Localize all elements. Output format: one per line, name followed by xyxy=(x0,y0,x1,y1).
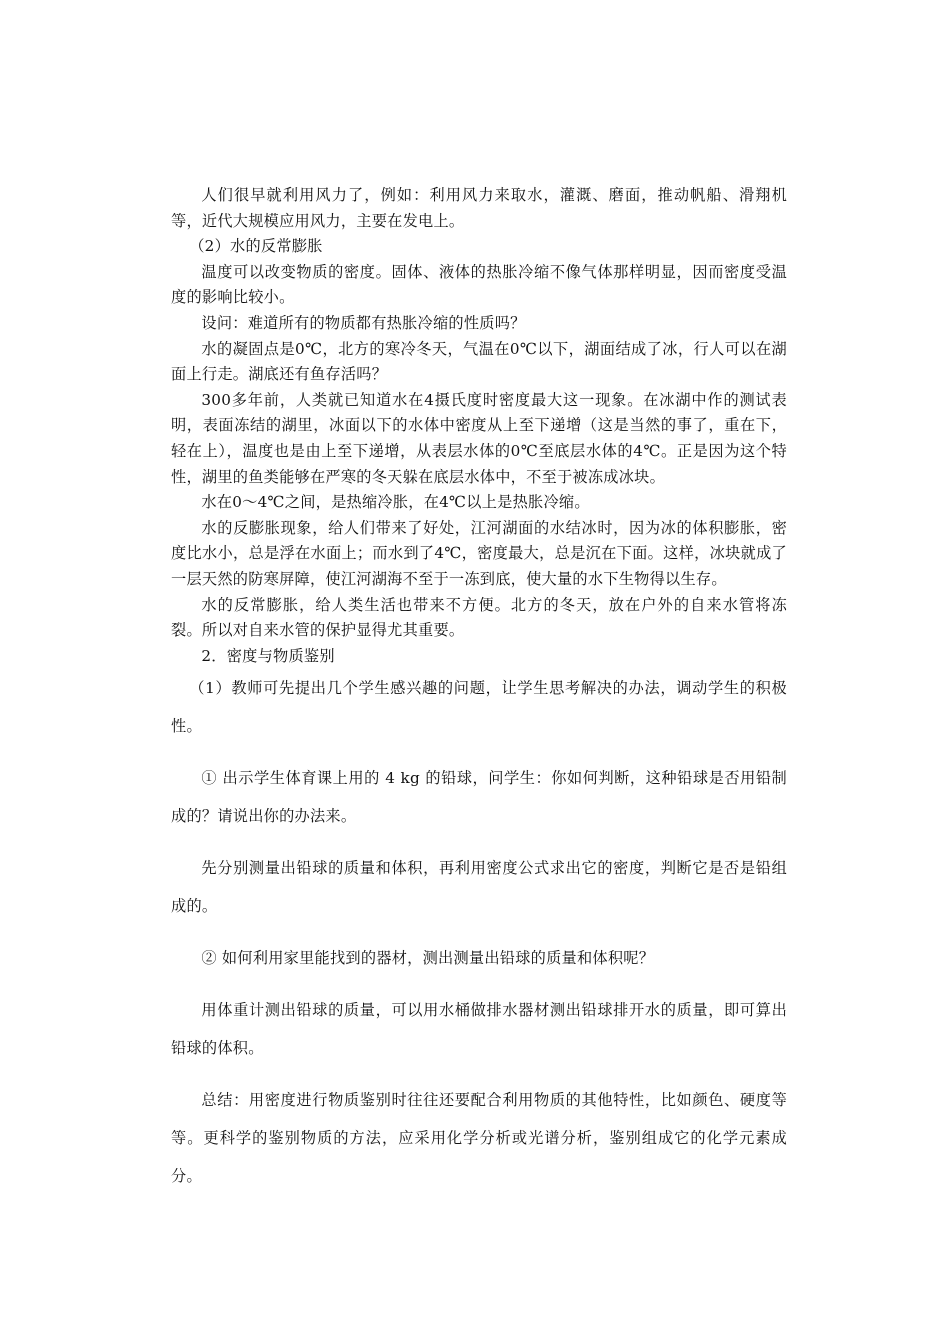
paragraph-home-tools-question: ② 如何利用家里能找到的器材，测出测量出铅球的质量和体积呢？ xyxy=(201,949,655,968)
paragraph-history: 300多年前，人类就已知道水在4摄氏度时密度最大这一现象。在冰湖中作的测试表明，表面冻结的湖里，冰面以下的水体中密度从上至下递增（这是当然的事了，重在下，轻在上），温度也是由上至下递增，从表层水体的0℃至底层水体的4℃。正是因为这个特性，湖里的鱼类能够在严寒的冬天躲在底层水体中，不至于被冻成冰块。 xyxy=(171,390,787,486)
paragraph-freezing-point: 水的凝固点是0℃，北方的寒冷冬天，气温在0℃以下，湖面结成了冰，行人可以在湖面上行走。湖底还有鱼存活吗？ xyxy=(171,339,787,384)
paragraph-benefits: 水的反膨胀现象，给人们带来了好处，江河湖面的水结冰时，因为冰的体积膨胀，密度比水小，总是浮在水面上；而水到了4℃，密度最大，总是沉在下面。这样，冰块就成了一层天然的防寒屏障，使江河湖海不至于一冻到底，使大量的水下生物得以生存。 xyxy=(171,518,787,588)
paragraph-wind-power: 人们很早就利用风力了，例如：利用风力来取水，灌溉、磨面，推动帆船、滑翔机等，近代大规模应用风力，主要在发电上。 xyxy=(171,186,787,230)
paragraph-teacher-question: （1）教师可先提出几个学生感兴趣的问题，让学生思考解决的办法，调动学生的积极性。 xyxy=(171,679,787,736)
paragraph-summary: 总结：用密度进行物质鉴别时往往还要配合利用物质的其他特性，比如颜色、硬度等等。更科学的鉴别物质的方法，应采用化学分析或光谱分析，鉴别组成它的化学元素成分。 xyxy=(171,1091,787,1186)
paragraph-shot-put-question: ① 出示学生体育课上用的 4 kg 的铅球，问学生：你如何判断，这种铅球是否用铅制成的？请说出你的办法来。 xyxy=(171,769,787,826)
section-heading-water-anomaly: （2）水的反常膨胀 xyxy=(189,237,323,256)
section-heading-density-identification: 2．密度与物质鉴别 xyxy=(201,646,335,665)
document-body xyxy=(171,183,787,1195)
paragraph-range: 水在0～4℃之间，是热缩冷胀，在4℃以上是热胀冷缩。 xyxy=(201,493,590,512)
paragraph-question: 设问：难道所有的物质都有热胀冷缩的性质吗？ xyxy=(201,313,526,332)
paragraph-home-tools-answer: 用体重计测出铅球的质量，可以用水桶做排水器材测出铅球排开水的质量，即可算出铅球的体积。 xyxy=(171,1001,787,1058)
identification-section xyxy=(171,669,787,1195)
paragraph-inconvenience: 水的反常膨胀，给人类生活也带来不方便。北方的冬天，放在户外的自来水管将冻裂。所以对自来水管的保护显得尤其重要。 xyxy=(171,595,787,640)
paragraph-temperature-density: 温度可以改变物质的密度。固体、液体的热胀冷缩不像气体那样明显，因而密度受温度的影响比较小。 xyxy=(171,262,787,307)
paragraph-shot-put-answer: 先分别测量出铅球的质量和体积，再利用密度公式求出它的密度，判断它是否是铅组成的。 xyxy=(171,859,787,916)
